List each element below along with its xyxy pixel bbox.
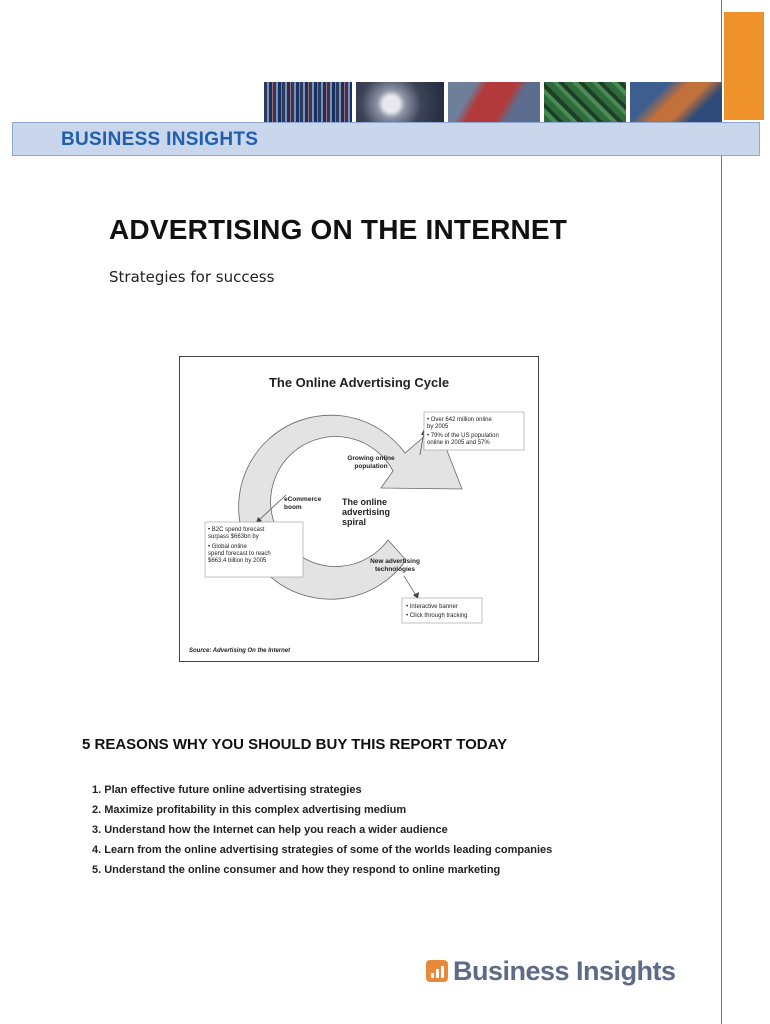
svg-text:by 2005: by 2005 <box>427 424 449 430</box>
reasons-list <box>92 780 552 880</box>
callout-left <box>205 522 303 577</box>
reason-item: 5. Understand the online consumer and how they respond to online marketing <box>92 864 501 876</box>
photo-abstract <box>630 82 722 122</box>
svg-text:advertising: advertising <box>342 507 391 517</box>
svg-text:• Click through tracking: • Click through tracking <box>406 613 468 619</box>
svg-text:technologies: technologies <box>374 566 416 573</box>
figure-title: The Online Advertising Cycle <box>268 375 450 390</box>
svg-text:• Over 642 million online: • Over 642 million online <box>427 417 492 423</box>
center-label <box>342 497 390 527</box>
business-insights-logo <box>426 952 676 990</box>
cycle-diagram <box>180 357 540 663</box>
orange-accent-block <box>724 12 764 120</box>
bar-chart-icon <box>426 960 448 982</box>
photo-hands <box>448 82 540 122</box>
svg-text:• B2C spend forecast: • B2C spend forecast <box>208 527 265 533</box>
svg-text:spiral: spiral <box>342 517 367 527</box>
connector-bottom <box>404 576 417 597</box>
stage-new-tech-label <box>370 558 420 573</box>
photo-light-swirl <box>356 82 444 122</box>
brand-band <box>12 122 760 156</box>
reasons-heading: 5 REASONS WHY YOU SHOULD BUY THIS REPORT TODAY <box>82 736 508 753</box>
svg-text:$663.4 billion by 2005: $663.4 billion by 2005 <box>208 558 267 564</box>
svg-text:surpass $663bn by: surpass $663bn by <box>208 534 259 540</box>
reason-item: 4. Learn from the online advertising strategies of some of the worlds leading companies <box>92 844 553 856</box>
brand-title: BUSINESS INSIGHTS <box>61 129 259 150</box>
report-subtitle: Strategies for success <box>109 268 275 286</box>
reason-item: 1. Plan effective future online advertising strategies <box>92 784 362 796</box>
figure-source: Source: Advertising On the Internet <box>189 648 291 654</box>
svg-text:The online: The online <box>342 497 387 507</box>
svg-text:boom: boom <box>284 504 302 511</box>
callout-top <box>424 412 524 450</box>
svg-text:online in 2005 and 57%: online in 2005 and 57% <box>427 440 490 446</box>
reason-item: 3. Understand how the Internet can help you reach a wider audience <box>92 824 448 836</box>
photo-currency-keyboard <box>544 82 626 122</box>
advertising-cycle-figure <box>179 356 539 662</box>
header-photo-strip <box>264 82 724 122</box>
reason-item: 2. Maximize profitability in this complex advertising medium <box>92 804 407 816</box>
svg-text:eCommerce: eCommerce <box>284 496 322 503</box>
svg-text:New advertising: New advertising <box>370 558 420 565</box>
report-title: ADVERTISING ON THE INTERNET <box>109 214 568 245</box>
svg-text:spend forecast to reach: spend forecast to reach <box>208 551 271 557</box>
callout-bottom <box>402 598 482 623</box>
logo-text: Business Insights <box>453 955 676 986</box>
photo-city-lights <box>264 82 352 122</box>
svg-text:population: population <box>354 463 388 470</box>
svg-text:• 79% of the US population: • 79% of the US population <box>427 433 499 439</box>
svg-text:Growing online: Growing online <box>347 455 395 462</box>
stage-ecommerce-label <box>284 496 322 511</box>
svg-text:• Interactive banner: • Interactive banner <box>406 604 458 610</box>
svg-text:• Global online: • Global online <box>208 544 247 550</box>
